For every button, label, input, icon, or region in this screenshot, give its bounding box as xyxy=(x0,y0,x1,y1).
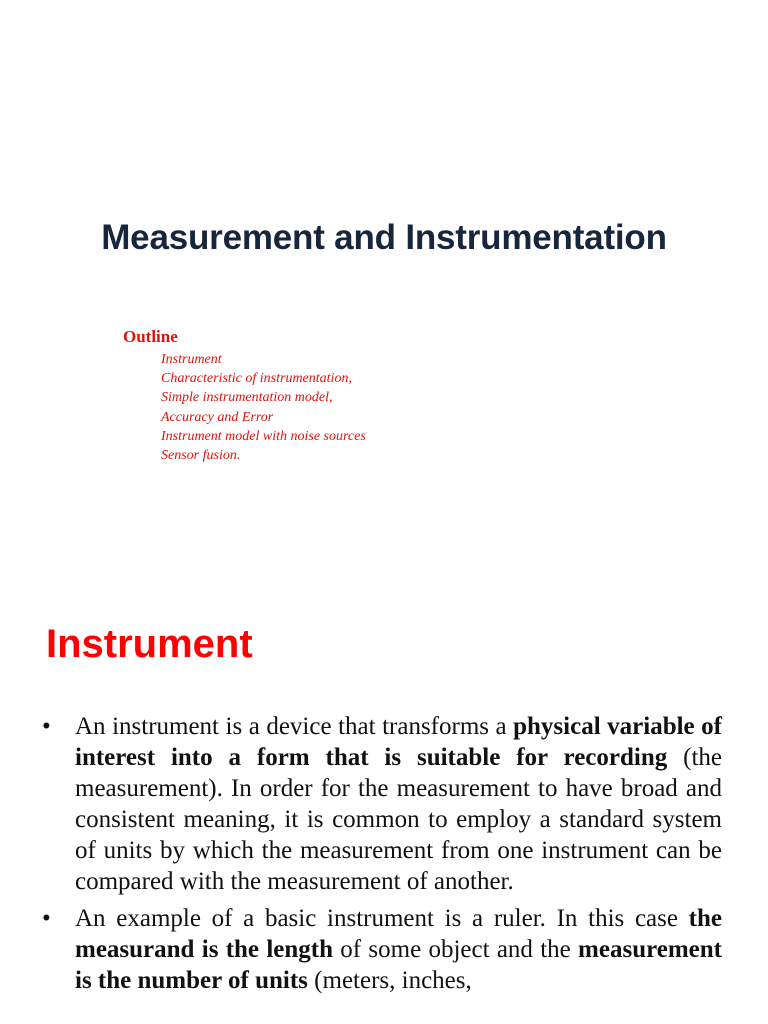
bullet-text: An instrument is a device that transforms a xyxy=(75,713,514,740)
bullet-item xyxy=(40,903,722,996)
bullet-bold-text: the measurand is the length xyxy=(75,905,722,963)
bullet-item xyxy=(40,711,722,897)
outline-item: Characteristic of instrumentation, xyxy=(161,371,352,387)
slide-title: Measurement and Instrumentation xyxy=(101,218,667,257)
outline-item: Instrument model with noise sources xyxy=(161,428,366,444)
outline-item: Sensor fusion. xyxy=(161,448,241,464)
bullet-list xyxy=(40,711,722,1002)
bullet-text: of some object and the xyxy=(333,936,579,963)
bullet-text: An example of a basic instrument is a ruler. In this case xyxy=(75,905,689,932)
bullet-text: (the measurement). In order for the measurement to have broad and consistent meaning, it is common to employ a standard system of units by which the measurement from one instrument can be compared with the measurement of another. xyxy=(75,744,722,895)
bullet-bold-text: measurement is the number of units xyxy=(75,936,722,994)
bullet-text: (meters, inches, xyxy=(307,967,472,994)
outline-item: Accuracy and Error xyxy=(161,409,274,425)
outline-item: Instrument xyxy=(161,352,222,367)
bullet-marker: • xyxy=(42,905,51,932)
outline-heading: Outline xyxy=(123,327,178,346)
bullet-bold-text: physical variable of interest into a form that is suitable for recording xyxy=(75,713,722,771)
outline-list xyxy=(161,350,366,465)
bullet-marker: • xyxy=(42,713,51,740)
section-title: Instrument xyxy=(46,622,253,666)
outline-item: Simple instrumentation model, xyxy=(161,390,333,406)
